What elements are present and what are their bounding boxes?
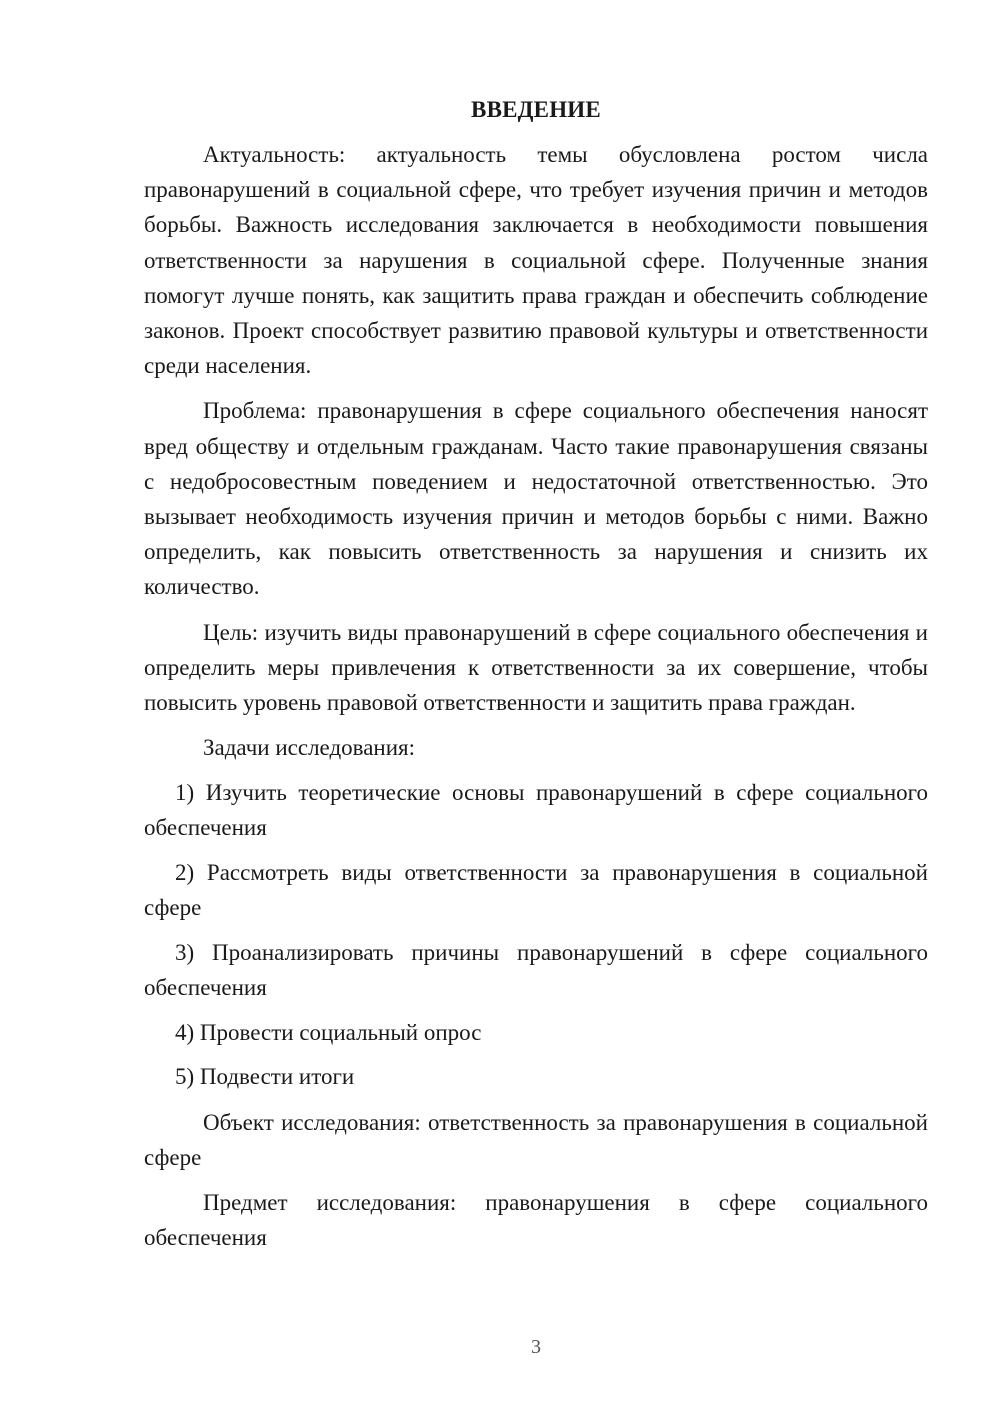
paragraph-relevance: Актуальность: актуальность темы обусловлена ростом числа правонарушений в социальной сфере, что требует изучения причин и методов борьбы. Важность исследования заключается в необходимости повышения ответственности за нарушения в социальной сфере. Полученные знания помогут лучше понять, как защитить права граждан и обеспечить соблюдение законов. Проект способствует развитию правовой культуры и ответственности среди населения. xyxy=(144,142,928,379)
list-item: 4) Провести социальный опрос xyxy=(175,1019,482,1045)
page-content xyxy=(144,92,928,1255)
page-title: ВВЕДЕНИЕ xyxy=(471,97,601,122)
list-item: 2) Рассмотреть виды ответственности за правонарушения в социальной сфере xyxy=(144,859,928,921)
paragraph-problem: Проблема: правонарушения в сфере социального обеспечения наносят вред обществу и отдельным гражданам. Часто такие правонарушения связаны с недобросовестным поведением и недостаточной ответственностью. Это вызывает необходимость изучения причин и методов борьбы с ними. Важно определить, как повысить ответственность за нарушения и снизить их количество. xyxy=(144,398,928,600)
list-item: 5) Подвести итоги xyxy=(175,1064,355,1090)
paragraph-goal: Цель: изучить виды правонарушений в сфере социального обеспечения и определить меры привлечения к ответственности за их совершение, чтобы повысить уровень правовой ответственности и защитить права граждан. xyxy=(144,619,928,716)
page-number: 3 xyxy=(531,1336,541,1358)
list-item: 3) Проанализировать причины правонарушений в сфере социального обеспечения xyxy=(144,939,928,1000)
list-item: 1) Изучить теоретические основы правонарушений в сфере социального обеспечения xyxy=(144,779,928,841)
paragraph-subject: Предмет исследования: правонарушения в сфере социального обеспечения xyxy=(144,1189,928,1251)
paragraph-object: Объект исследования: ответственность за правонарушения в социальной сфере xyxy=(144,1109,928,1170)
tasks-list xyxy=(144,775,928,1095)
tasks-heading: Задачи исследования: xyxy=(203,735,416,761)
